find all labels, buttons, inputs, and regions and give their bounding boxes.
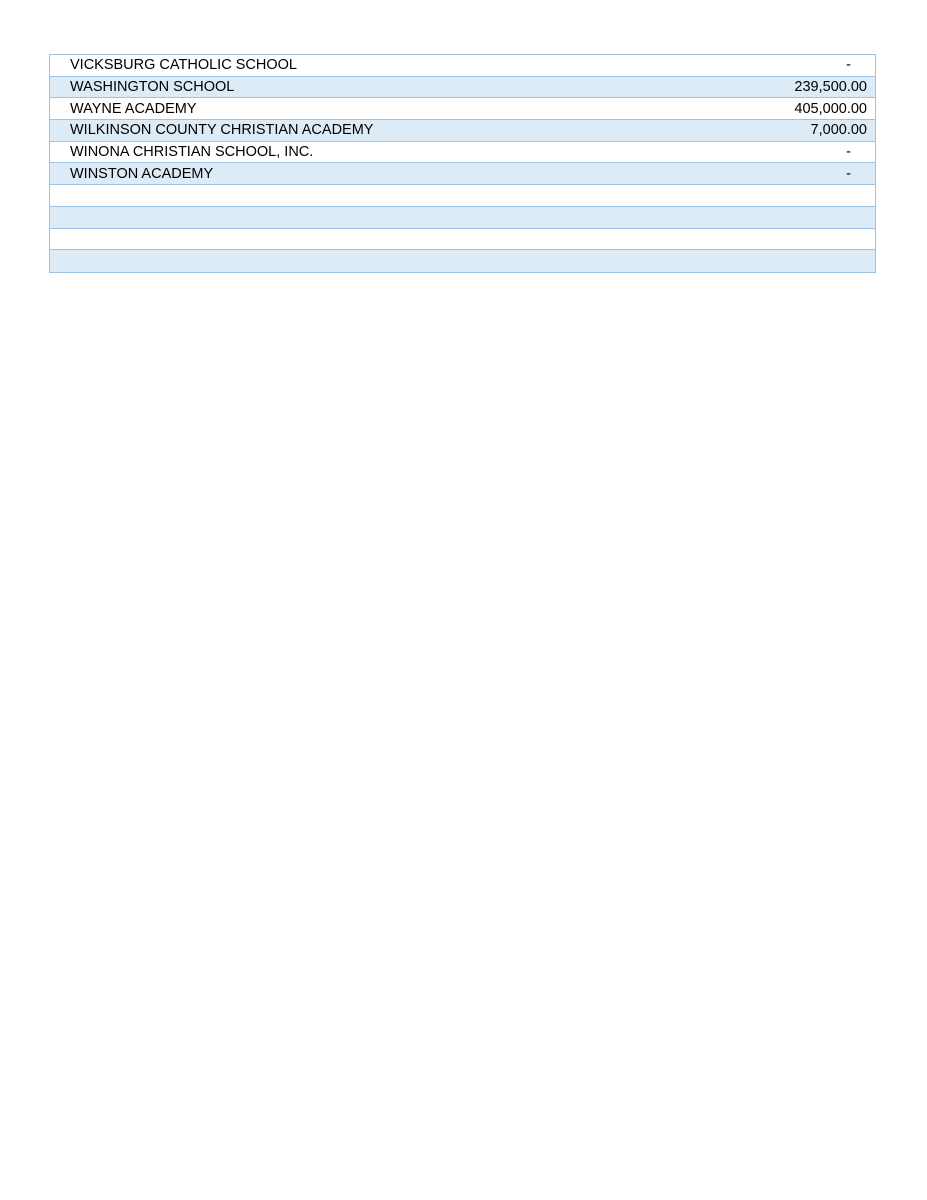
table-row <box>50 250 875 272</box>
amount-cell: 239,500.00 <box>794 79 867 96</box>
amount-cell: 7,000.00 <box>810 122 867 139</box>
amount-cell: 405,000.00 <box>794 100 867 117</box>
table-row <box>50 120 875 142</box>
table-row <box>50 207 875 229</box>
table-row <box>50 142 875 164</box>
amount-cell: - <box>846 57 851 74</box>
school-name-cell: WINONA CHRISTIAN SCHOOL, INC. <box>70 144 314 161</box>
amount-cell: - <box>846 144 851 161</box>
school-name-cell: WINSTON ACADEMY <box>70 165 214 182</box>
table-row <box>50 185 875 207</box>
table-row <box>50 55 875 77</box>
school-name-cell: VICKSBURG CATHOLIC SCHOOL <box>70 57 297 74</box>
school-name-cell: WASHINGTON SCHOOL <box>70 79 235 96</box>
table-row <box>50 98 875 120</box>
school-amounts-table <box>49 54 876 273</box>
amount-cell: - <box>846 165 851 182</box>
school-name-cell: WAYNE ACADEMY <box>70 100 197 117</box>
table-row <box>50 229 875 251</box>
table-row <box>50 163 875 185</box>
table-row <box>50 77 875 99</box>
school-name-cell: WILKINSON COUNTY CHRISTIAN ACADEMY <box>70 122 374 139</box>
